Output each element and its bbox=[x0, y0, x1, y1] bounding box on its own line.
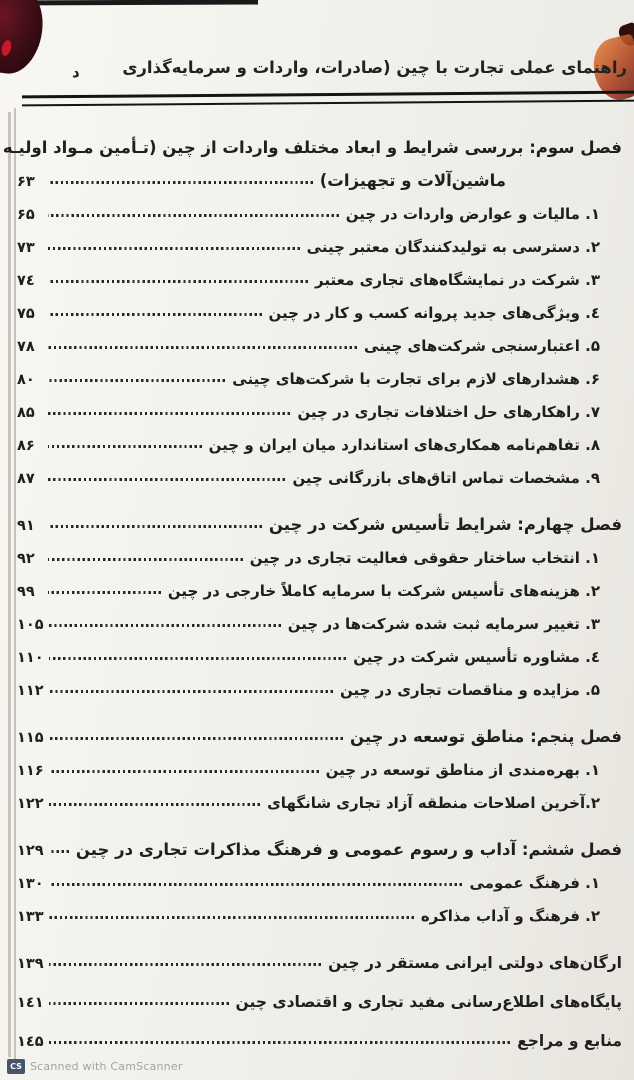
toc-row bbox=[17, 223, 622, 256]
toc-entry-text: فصل ششم: آداب و رسوم عمومی و فرهنگ مذاکرات تجاری در چین bbox=[75, 840, 622, 859]
toc-entry-text: ۳. شرکت در نمایشگاه‌های تجاری معتبر bbox=[315, 271, 600, 289]
dot-leader bbox=[48, 412, 290, 415]
toc-entry-text: ۲. دسترسی به تولیدکنندگان معتبر چینی bbox=[306, 238, 600, 256]
toc-row bbox=[17, 157, 622, 190]
toc-page-number: ۶۵ bbox=[17, 207, 35, 223]
dot-leader bbox=[49, 737, 343, 740]
toc-row bbox=[17, 355, 622, 388]
toc-page-number: ۱۳۳ bbox=[17, 909, 44, 925]
camscanner-watermark-text: Scanned with CamScanner bbox=[30, 1060, 183, 1073]
dot-leader bbox=[48, 525, 262, 528]
toc-row bbox=[17, 666, 622, 699]
toc-entry-text: ۲. فرهنگ و آداب مذاکره bbox=[420, 907, 600, 925]
page-edge-shadow bbox=[8, 112, 11, 1057]
toc-row bbox=[17, 892, 622, 925]
page-edge-line bbox=[14, 108, 16, 1060]
dot-leader bbox=[48, 379, 225, 382]
dot-leader bbox=[48, 478, 285, 481]
dot-leader bbox=[48, 346, 357, 349]
dot-leader bbox=[49, 850, 69, 853]
toc-row bbox=[17, 1017, 622, 1050]
toc-entry-text: ۹. مشخصات تماس اتاق‌های بازرگانی چین bbox=[292, 469, 600, 487]
toc-row bbox=[17, 978, 622, 1011]
toc-row bbox=[17, 567, 622, 600]
toc-row bbox=[17, 501, 622, 534]
toc-row bbox=[17, 633, 622, 666]
table-of-contents bbox=[2, 124, 622, 1050]
toc-entry-text: ۵. اعتبارسنجی شرکت‌های چینی bbox=[364, 337, 600, 355]
toc-entry-text: ۲.آخرین اصلاحات منطقه آزاد تجاری شانگهای bbox=[267, 794, 600, 812]
book-title: راهنمای عملی تجارت با چین (صادرات، واردات و سرمایه‌گذاری bbox=[122, 58, 627, 77]
toc-entry-text: فصل چهارم: شرایط تأسیس شرکت در چین bbox=[268, 515, 622, 534]
toc-entry-text: ۳. تغییر سرمایه ثبت شده شرکت‌ها در چین bbox=[287, 615, 600, 633]
toc-page-number: ۱۰۵ bbox=[17, 617, 44, 633]
toc-entry-text: ۲. هزینه‌های تأسیس شرکت با سرمایه کاملاً خارجی در چین bbox=[167, 582, 600, 600]
toc-page-number: ۸۷ bbox=[17, 471, 35, 487]
toc-entry-text: پایگاه‌های اطلاع‌رسانی مفید تجاری و اقتصادی چین bbox=[235, 993, 622, 1011]
header-double-rule bbox=[22, 91, 634, 107]
dot-leader bbox=[48, 558, 243, 561]
toc-entry-text: فصل پنجم: مناطق توسعه در چین bbox=[350, 727, 622, 746]
toc-entry-text: ۱. بهره‌مندی از مناطق توسعه در چین bbox=[325, 761, 600, 779]
toc-row bbox=[17, 322, 622, 355]
toc-row bbox=[17, 421, 622, 454]
toc-page-number: ۱۳۰ bbox=[17, 876, 44, 892]
toc-row bbox=[17, 826, 622, 859]
front-matter-page-number: د bbox=[72, 63, 80, 81]
toc-page-number: ۱۲۲ bbox=[17, 796, 44, 812]
toc-page-number: ۸۰ bbox=[17, 372, 35, 388]
toc-page-number: ۱۳۹ bbox=[17, 956, 44, 972]
toc-row bbox=[17, 256, 622, 289]
toc-page-number: ۸۵ bbox=[17, 405, 35, 421]
dot-leader bbox=[49, 803, 261, 806]
toc-row bbox=[2, 124, 622, 157]
camscanner-logo-icon: CS bbox=[7, 1059, 25, 1074]
toc-page-number: ۷۸ bbox=[17, 339, 35, 355]
toc-entry-text: فصل سوم: بررسی شرایط و ابعاد مختلف واردات از چین (تـأمین مـواد اولیـه bbox=[2, 138, 622, 157]
toc-page-number: ۹۹ bbox=[17, 584, 35, 600]
toc-page-number: ۱٤۱ bbox=[17, 995, 44, 1011]
toc-page-number: ۸۶ bbox=[17, 438, 35, 454]
toc-entry-text: ۱. مالیات و عوارض واردات در چین bbox=[345, 205, 600, 223]
toc-page-number: ۱۲۹ bbox=[17, 843, 44, 859]
toc-row bbox=[17, 859, 622, 892]
toc-entry-text: ماشین‌آلات و تجهیزات) bbox=[319, 171, 506, 190]
toc-row bbox=[17, 713, 622, 746]
dot-leader bbox=[48, 214, 339, 217]
toc-entry-text: ۸. تفاهم‌نامه همکاری‌های استاندارد میان ایران و چین bbox=[208, 436, 600, 454]
dot-leader bbox=[49, 690, 333, 693]
camscanner-watermark bbox=[7, 1059, 183, 1074]
toc-page-number: ۱۱۶ bbox=[17, 763, 44, 779]
toc-page-number: ۱۱۰ bbox=[17, 650, 44, 666]
dot-leader bbox=[48, 591, 161, 594]
dot-leader bbox=[48, 247, 300, 250]
toc-row bbox=[17, 190, 622, 223]
toc-entry-text: ٤. ویژگی‌های جدید پروانه کسب و کار در چین bbox=[268, 304, 600, 322]
toc-entry-text: ٤. مشاوره تأسیس شرکت در چین bbox=[353, 648, 600, 666]
dot-leader bbox=[48, 280, 308, 283]
toc-entry-text: ۱. فرهنگ عمومی bbox=[469, 874, 600, 892]
dot-leader bbox=[49, 916, 414, 919]
toc-entry-text: منابع و مراجع bbox=[517, 1032, 622, 1050]
toc-entry-text: ۶. هشدارهای لازم برای تجارت با شرکت‌های چینی bbox=[232, 370, 600, 388]
dot-leader bbox=[49, 1041, 511, 1044]
dot-leader bbox=[49, 1002, 229, 1005]
toc-page-number: ۶۳ bbox=[17, 174, 35, 190]
toc-page-number: ۱۱۲ bbox=[17, 683, 44, 699]
dot-leader bbox=[49, 770, 319, 773]
toc-row bbox=[17, 746, 622, 779]
dot-leader bbox=[48, 445, 202, 448]
toc-row bbox=[17, 388, 622, 421]
toc-entry-text: ۵. مزایده و مناقصات تجاری در چین bbox=[340, 681, 600, 699]
toc-row bbox=[17, 534, 622, 567]
toc-page-number: ۱۱۵ bbox=[17, 730, 44, 746]
toc-row bbox=[17, 779, 622, 812]
toc-page-number: ۹۲ bbox=[17, 551, 35, 567]
dot-leader bbox=[49, 963, 322, 966]
toc-page-number: ۷۵ bbox=[17, 306, 35, 322]
toc-page-number: ٧٤ bbox=[17, 273, 35, 289]
toc-entry-text: ۷. راهکارهای حل اختلافات تجاری در چین bbox=[297, 403, 600, 421]
toc-entry-text: ۱. انتخاب ساختار حقوقی فعالیت تجاری در چین bbox=[249, 549, 600, 567]
toc-page-number: ۹۱ bbox=[17, 518, 35, 534]
dot-leader bbox=[49, 657, 347, 660]
dot-leader bbox=[48, 181, 313, 184]
toc-row bbox=[17, 289, 622, 322]
dot-leader bbox=[48, 313, 262, 316]
running-header bbox=[0, 56, 634, 90]
toc-page-number: ۱٤۵ bbox=[17, 1034, 44, 1050]
dot-leader bbox=[49, 624, 281, 627]
dot-leader bbox=[49, 883, 463, 886]
toc-entry-text: ارگان‌های دولتی ایرانی مستقر در چین bbox=[328, 954, 622, 972]
toc-row bbox=[17, 454, 622, 487]
toc-page-number: ۷۳ bbox=[17, 240, 35, 256]
toc-row bbox=[17, 939, 622, 972]
toc-row bbox=[17, 600, 622, 633]
